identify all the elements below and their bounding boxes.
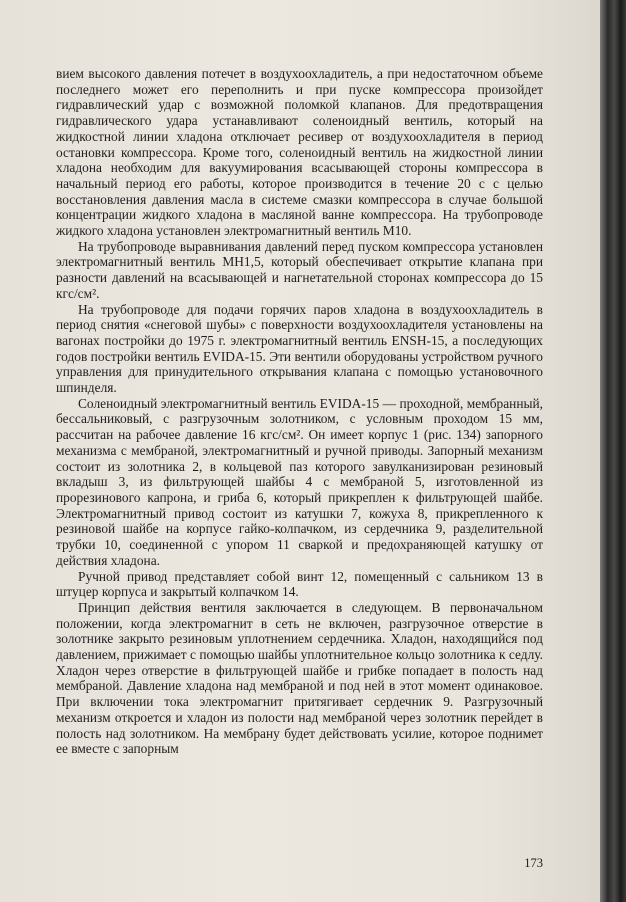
paragraph: Ручной привод представляет собой винт 12, помещенный с сальником 13 в штуцер корпуса и закрытый колпачком 14.	[56, 568, 543, 600]
paragraph: вием высокого давления потечет в воздухоохладитель, а при недостаточном объеме последнего может его переполнить и при пуске компрессора произойдет гидравлический удар с возможной поломкой клапанов. Для предотвращения гидравлического удара устанавливают соленоидный вентиль, который на жидкостной линии хладона отключает ресивер от воздухоохладителя в период остановки компрессора. Кроме того, соленоидный вентиль на жидкостной линии хладона необходим для вакуумирования всасывающей стороны компрессора в начальный период его работы, которое производится в течение 20 с с целью восстановления давления масла в системе смазки компрессора в случае большой концентрации жидкого хладона в масляной ванне компрессора. На трубопроводе жидкого хладона установлен электромагнитный вентиль М10.	[56, 66, 543, 239]
book-spine	[600, 0, 626, 902]
paragraph: Соленоидный электромагнитный вентиль EVIDA-15 — проходной, мембранный, бессальниковый, с разгрузочным золотником, с условным проходом 15 мм, рассчитан на рабочее давление 16 кгс/см². Он имеет корпус 1 (рис. 134) запорного механизма с мембраной, электромагнитный и ручной приводы. Запорный механизм состоит из золотника 2, в кольцевой паз которого завулканизирован резиновый вкладыш 3, из фильтрующей шайбы 4 с мембраной 5, изготовленной из прорезинового капрона, и гриба 6, который прикреплен к фильтрующей шайбе. Электромагнитный привод состоит из катушки 7, кожуха 8, прикрепленного к резиновой шайбе на корпусе гайко-колпачком, из сердечника 9, разделительной трубки 10, соединенной с упором 11 сваркой и предохраняющей катушку от действия хладона.	[56, 395, 543, 568]
page-number: 173	[524, 856, 543, 870]
paragraph: На трубопроводе для подачи горячих паров хладона в воздухоохладитель в период снятия «снеговой шубы» с поверхности воздухоохладителя установлены на вагонах постройки до 1975 г. электромагнитный вентиль ENSH-15, а последующих годов постройки вентиль EVIDA-15. Эти вентили оборудованы устройством ручного управления для принудительного открывания клапана с помощью установочного шпинделя.	[56, 301, 543, 396]
paragraph: Принцип действия вентиля заключается в следующем. В первоначальном положении, когда электромагнит в сеть не включен, разгрузочное отверстие в золотнике закрыто резиновым уплотнением сердечника. Хладон, находящийся под давлением, прижимает с помощью шайбы уплотнительное кольцо золотника к седлу. Хладон через отверстие в фильтрующей шайбе и грибке попадает в полость над мембраной. Давление хладона над мембраной и под ней в этот момент одинаковое. При включении тока электромагнит притягивает сердечник 9. Разгрузочный механизм откроется и хладон из полости над мембраной через золотник перейдет в полость над золотником. На мембрану будет действовать усилие, которое поднимет ее вместе с запорным	[56, 599, 543, 757]
paragraph: На трубопроводе выравнивания давлений перед пуском компрессора установлен электромагнитный вентиль МН1,5, который обеспечивает открытие клапана при разности давлений на всасывающей и нагнетательной сторонах компрессора до 15 кгс/см².	[56, 238, 543, 301]
page-text	[56, 66, 543, 757]
